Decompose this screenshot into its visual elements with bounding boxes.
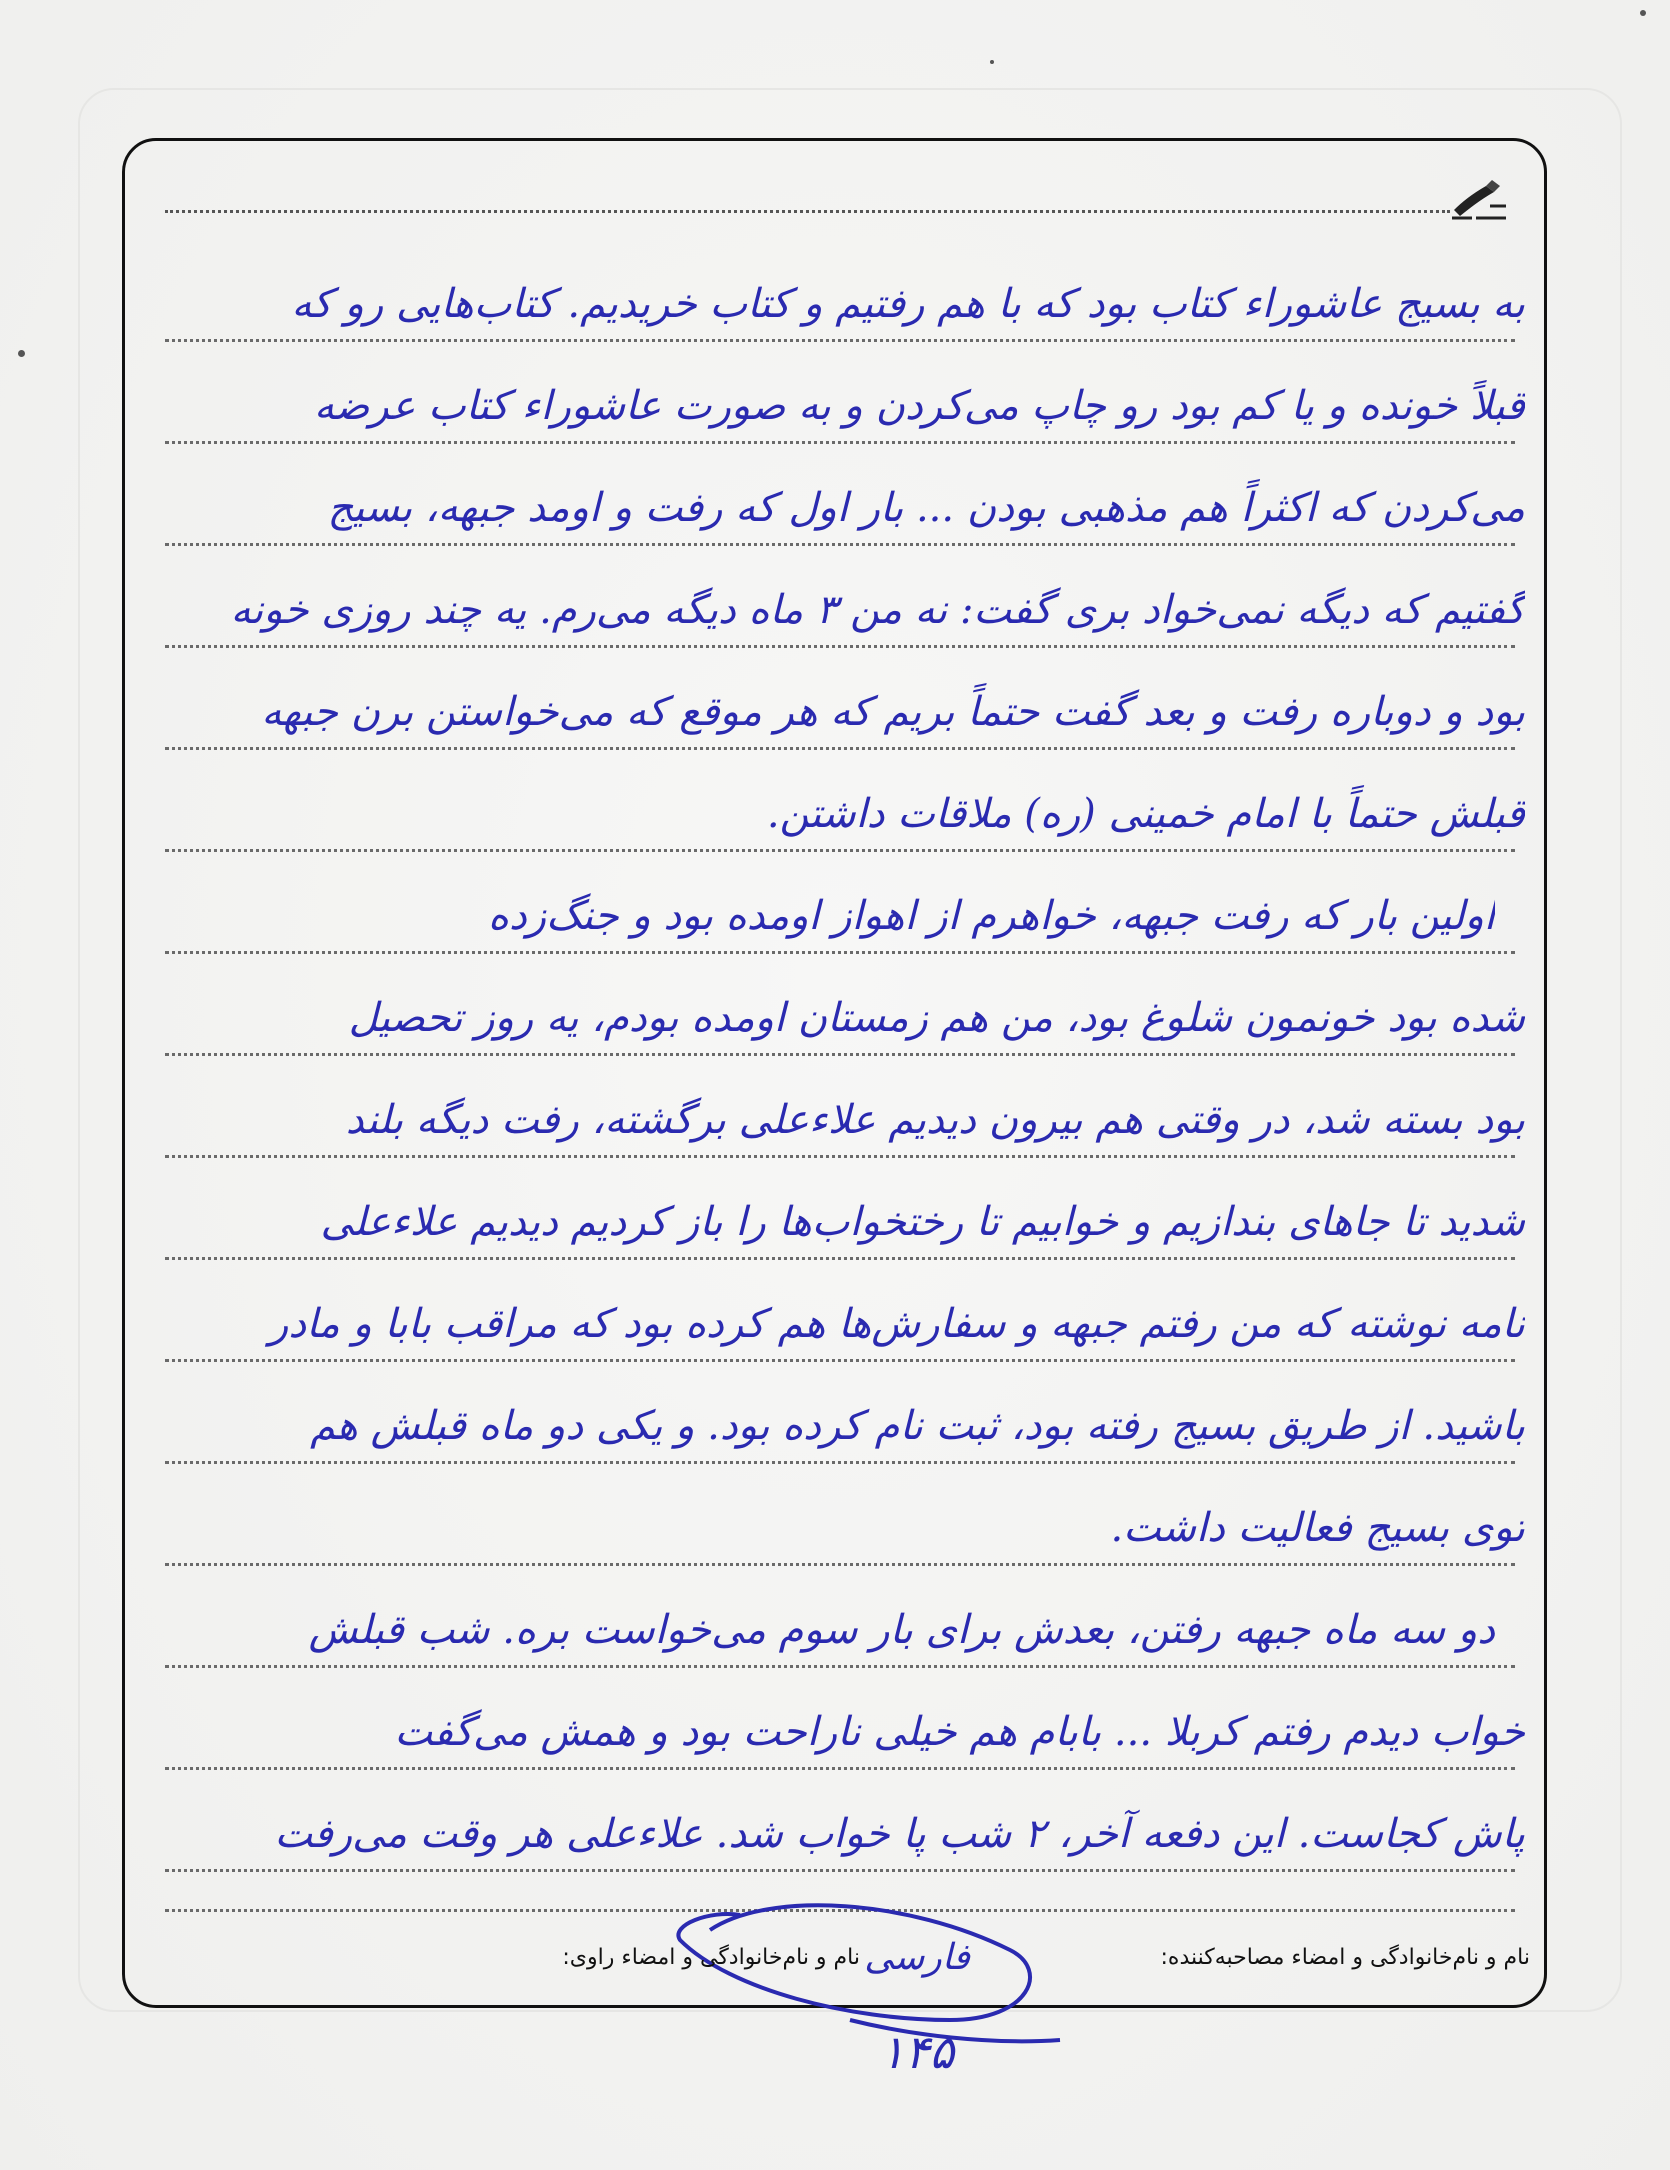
header-dotted-line — [165, 210, 1450, 213]
text-line — [150, 1270, 1535, 1362]
paper-speck — [1640, 10, 1646, 16]
text-line — [150, 250, 1535, 342]
interviewer-signature-text: فارسی — [864, 1937, 970, 1978]
text-line — [150, 760, 1535, 852]
text-line — [150, 1678, 1535, 1770]
line-text: اولین بار که رفت جبهه، خواهرم از اهواز اومده بود و جنگ‌زده — [487, 893, 1495, 939]
line-text: قبلاً خونده و یا کم بود رو چاپ می‌کردن و به صورت عاشوراء کتاب عرضه — [314, 383, 1525, 429]
text-line — [150, 1474, 1535, 1566]
line-text: توی بسیج فعالیت داشت. — [1110, 1505, 1525, 1551]
line-text: گفتیم که دیگه نمی‌خواد بری گفت: نه من ۳ ماه دیگه می‌رم. یه چند روزی خونه — [230, 587, 1525, 633]
text-line — [150, 1576, 1535, 1668]
text-line — [150, 1066, 1535, 1158]
text-line — [150, 658, 1535, 750]
text-line — [150, 1168, 1535, 1260]
line-text: خواب دیدم رفتم کربلا ... بابام هم خیلی ناراحت بود و همش می‌گفت — [394, 1709, 1525, 1755]
signature-footer — [160, 1937, 1530, 1985]
narrator-label: نام و نام‌خانوادگی و امضاء راوی: — [562, 1945, 860, 1970]
line-text: پاش کجاست. این دفعه آخر، ۲ شب پا خواب شد. علاءعلی هر وقت می‌رفت — [274, 1811, 1525, 1857]
text-line — [150, 352, 1535, 444]
paper-speck — [990, 60, 994, 64]
text-line — [150, 556, 1535, 648]
text-line — [150, 1780, 1535, 1872]
line-text: قبلش حتماً با امام خمینی (ره) ملاقات داشتن. — [766, 791, 1525, 837]
pen-writing-icon — [1450, 180, 1510, 222]
line-text: شدید تا جاهای بندازیم و خوابیم تا رختخواب‌ها را باز کردیم دیدیم علاءعلی — [320, 1199, 1525, 1245]
line-text: بود و دوباره رفت و بعد گفت حتماً بریم که هر موقع که می‌خواستن برن جبهه — [261, 689, 1525, 735]
line-text: باشید. از طریق بسیج رفته بود، ثبت نام کرده بود. و یکی دو ماه قبلش هم — [310, 1403, 1525, 1449]
paper-speck — [18, 350, 25, 357]
line-text: می‌کردن که اکثراً هم مذهبی بودن ... بار اول که رفت و اومد جبهه، بسیج — [327, 485, 1525, 531]
line-text: نامه نوشته که من رفتم جبهه و سفارش‌ها هم کرده بود که مراقب بابا و مادر — [269, 1301, 1525, 1347]
line-text: بود بسته شد، در وقتی هم بیرون دیدیم علاءعلی برگشته، رفت دیگه بلند — [345, 1097, 1525, 1143]
page-number: ۱۴۵ — [880, 2025, 955, 2079]
text-line — [150, 964, 1535, 1056]
line-text: دو سه ماه جبهه رفتن، بعدش برای بار سوم می‌خواست بره. شب قبلش — [308, 1607, 1495, 1653]
handwritten-text-area — [150, 250, 1535, 1910]
text-line — [150, 454, 1535, 546]
interviewer-label: نام و نام‌خانوادگی و امضاء مصاحبه‌کننده: — [1160, 1945, 1530, 1970]
line-text: به بسیج عاشوراء کتاب بود که با هم رفتیم و کتاب خریدیم. کتاب‌هایی رو که — [291, 281, 1525, 327]
text-line — [150, 1372, 1535, 1464]
line-text: شده بود خونمون شلوغ بود، من هم زمستان اومده بودم، یه روز تحصیل — [348, 995, 1525, 1041]
text-line — [150, 862, 1535, 954]
